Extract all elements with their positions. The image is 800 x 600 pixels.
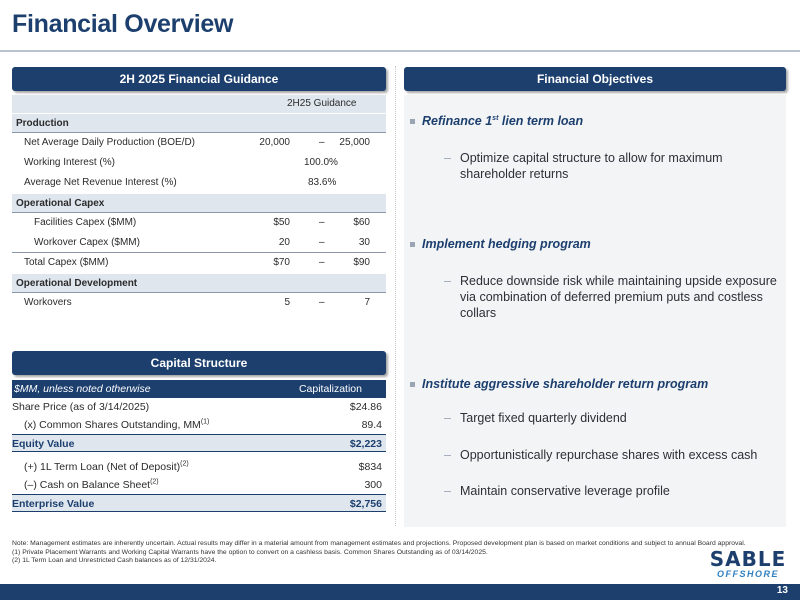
row-label: [24, 416, 209, 434]
heading-text: Institute aggressive shareholder return program: [422, 377, 709, 391]
table-row: [12, 153, 386, 173]
company-logo: [706, 549, 790, 579]
bullet-square-icon: [410, 119, 415, 124]
guidance-table: [12, 95, 386, 313]
subitem-text: Optimize capital structure to allow for maximum shareholder returns: [460, 151, 723, 181]
objective-subitem: [444, 447, 780, 463]
guidance-banner: 2H 2025 Financial Guidance: [12, 67, 386, 91]
row-value: $2,756: [349, 498, 382, 510]
row-value: 83.6%: [308, 177, 337, 188]
table-row: [12, 233, 386, 253]
row-label: Workover Capex ($MM): [34, 237, 140, 248]
row-label-text: (+) 1L Term Loan (Net of Deposit): [24, 461, 181, 473]
row-label: Workovers: [24, 297, 72, 308]
table-row: [12, 458, 386, 476]
page-title: Financial Overview: [12, 10, 234, 38]
row-high: 25,000: [339, 137, 370, 148]
dash-bullet-icon: –: [444, 274, 451, 288]
row-high: 30: [358, 237, 370, 248]
row-low: $50: [273, 217, 290, 228]
row-value: $2,223: [349, 438, 382, 450]
objective-heading: [422, 114, 583, 128]
guidance-column-header: [12, 95, 386, 113]
capital-header-row: [12, 380, 386, 398]
row-high: $60: [353, 217, 370, 228]
row-value: $834: [358, 461, 382, 473]
row-dash: –: [319, 217, 325, 228]
page-number: 13: [776, 585, 788, 596]
table-row: [12, 133, 386, 153]
production-section-header: Production: [12, 114, 386, 133]
row-high: $90: [353, 257, 370, 268]
row-low: 20,000: [259, 137, 290, 148]
bullet-square-icon: [410, 242, 415, 247]
row-label: Enterprise Value: [12, 498, 95, 510]
dash-bullet-icon: –: [444, 484, 451, 498]
row-label: Net Average Daily Production (BOE/D): [24, 137, 196, 148]
table-row: [12, 173, 386, 193]
logo-line-2: OFFSHORE: [716, 569, 779, 579]
objective-heading: [422, 377, 708, 391]
subitem-text: Opportunistically repurchase shares with excess cash: [460, 448, 758, 462]
row-high: 7: [364, 297, 370, 308]
footnote-ref: (2): [180, 460, 189, 468]
row-label: Share Price (as of 3/14/2025): [12, 401, 150, 413]
row-label: [24, 476, 159, 494]
dash-bullet-icon: –: [444, 448, 451, 462]
row-label: [24, 458, 189, 476]
logo-line-1: SABLE: [709, 547, 787, 571]
footnotes: [12, 540, 782, 566]
capital-structure-table: [12, 380, 386, 512]
capital-structure-banner: Capital Structure: [12, 351, 386, 375]
row-value: 89.4: [361, 419, 382, 431]
guidance-column-label: 2H25 Guidance: [287, 98, 357, 109]
row-dash: –: [319, 237, 325, 248]
dash-bullet-icon: –: [444, 151, 451, 165]
row-dash: –: [319, 297, 325, 308]
heading-text: Implement hedging program: [422, 237, 591, 251]
capital-units-label: $MM, unless noted otherwise: [14, 383, 151, 395]
equity-value-row: [12, 434, 386, 452]
footnote-ref: (1): [200, 418, 210, 426]
objective-subitem: [444, 410, 780, 426]
objectives-banner: Financial Objectives: [404, 67, 786, 91]
table-row: [12, 293, 386, 313]
subitem-text: Target fixed quarterly dividend: [460, 411, 627, 425]
row-label: Equity Value: [12, 438, 75, 450]
table-row: [12, 253, 386, 273]
row-dash: –: [319, 137, 325, 148]
capitalization-column-label: Capitalization: [298, 383, 362, 395]
table-row: [12, 476, 386, 494]
objective-heading: [422, 237, 591, 251]
table-row: [12, 398, 386, 416]
heading-text: lien term loan: [498, 114, 584, 128]
dash-bullet-icon: –: [444, 411, 451, 425]
row-low: 20: [278, 237, 290, 248]
row-label: Facilities Capex ($MM): [34, 217, 137, 228]
table-row: [12, 213, 386, 233]
subitem-text: Reduce downside risk while maintaining upside exposure via combination of deferred premium puts and costless collars: [460, 274, 777, 320]
footnote-ref: (2): [150, 478, 159, 486]
title-divider: [0, 50, 800, 52]
objective-subitem: [444, 150, 780, 182]
row-label: Average Net Revenue Interest (%): [24, 177, 177, 188]
row-dash: –: [319, 257, 325, 268]
heading-text: Refinance 1: [422, 114, 493, 128]
row-value: 300: [364, 479, 382, 491]
footnote-main: Note: Management estimates are inherently uncertain. Actual results may differ in a material amount from management estimates and projections. Proposed development plan is based on market conditions and subject to annual Board approval.: [12, 540, 746, 547]
row-value: 100.0%: [304, 157, 338, 168]
heading-superscript: st: [492, 114, 499, 122]
row-label: Working Interest (%): [24, 157, 115, 168]
footer-bar: [0, 584, 800, 600]
row-label-text: (x) Common Shares Outstanding, MM: [24, 419, 201, 431]
objective-subitem: [444, 483, 780, 499]
row-value: $24.86: [349, 401, 382, 413]
table-row: [12, 416, 386, 434]
row-label: Total Capex ($MM): [24, 257, 109, 268]
row-low: 5: [284, 297, 290, 308]
objective-subitem: [444, 273, 780, 321]
development-section-header: Operational Development: [12, 274, 386, 293]
footnote-1: (1) Private Placement Warrants and Working Capital Warrants have the option to convert on a cashless basis. Common Shares Outstanding as of 03/14/2025.: [12, 548, 488, 556]
bullet-square-icon: [410, 382, 415, 387]
row-low: $70: [273, 257, 290, 268]
enterprise-value-row: [12, 494, 386, 512]
row-label-text: (–) Cash on Balance Sheet: [24, 479, 151, 491]
subitem-text: Maintain conservative leverage profile: [460, 484, 670, 498]
footnote-2: (2) 1L Term Loan and Unrestricted Cash balances as of 12/31/2024.: [12, 557, 217, 565]
capex-section-header: Operational Capex: [12, 194, 386, 213]
column-divider: [395, 66, 396, 526]
